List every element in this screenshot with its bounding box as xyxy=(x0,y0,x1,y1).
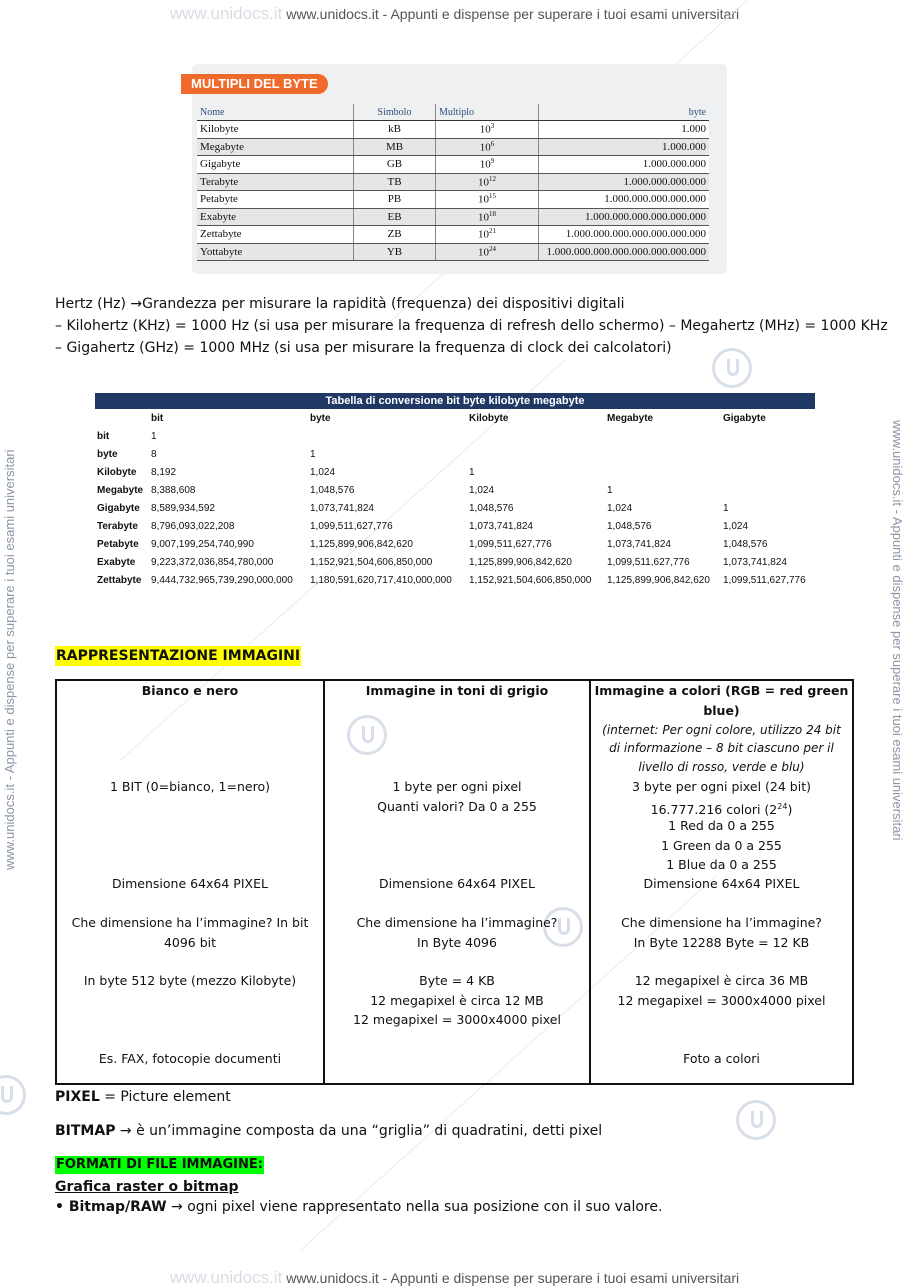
table-cell: 8,796,093,022,208 xyxy=(151,520,235,532)
col2-size-2: 12 megapixel è circa 12 MB xyxy=(370,993,544,1008)
cell-multiple xyxy=(436,243,539,261)
col3-blue: 1 Blue da 0 a 255 xyxy=(666,857,777,872)
byte-multiples-badge: MULTIPLI DEL BYTE xyxy=(181,74,328,94)
table-row xyxy=(197,173,709,191)
watermark-logo-icon xyxy=(712,348,752,388)
col2-byte-per-pixel: 1 byte per ogni pixel xyxy=(392,779,522,794)
row-header: Gigabyte xyxy=(97,502,140,514)
table-cell: 8,589,934,592 xyxy=(151,502,215,514)
table-cell: 1,073,741,824 xyxy=(723,556,787,568)
table-cell: 1,099,511,627,776 xyxy=(723,574,806,586)
watermark-left: www.unidocs.it - Appunti e dispense per superare i tuoi esami universitari xyxy=(2,449,17,870)
col2-dimension: Dimensione 64x64 PIXEL xyxy=(379,876,535,891)
col-header-name: Nome xyxy=(197,104,354,121)
multiple-exponent: 15 xyxy=(489,192,496,201)
cell-name: Petabyte xyxy=(197,191,354,209)
table-row xyxy=(95,445,815,463)
table-cell: 1,048,576 xyxy=(723,538,768,550)
table-cell xyxy=(605,463,721,481)
col1-bytes: In byte 512 byte (mezzo Kilobyte) xyxy=(83,973,297,988)
watermark-ghost-left: www.unidocs.it xyxy=(169,4,283,23)
col-header: bit xyxy=(151,412,164,424)
multiple-exponent: 18 xyxy=(489,209,496,218)
cell-bytes: 1.000.000.000.000.000.000 xyxy=(539,208,710,226)
col-header: Megabyte xyxy=(607,412,654,424)
cell-name: Exabyte xyxy=(197,208,354,226)
table-cell: 1,099,511,627,776 xyxy=(310,520,393,532)
watermark-bottom xyxy=(0,1268,909,1288)
table-cell: 1,125,899,906,842,620 xyxy=(310,538,413,550)
row-header: Megabyte xyxy=(97,484,144,496)
cell-bytes: 1.000.000.000.000 xyxy=(539,173,710,191)
watermark-logo-icon xyxy=(0,1075,26,1115)
pixel-definition-text: = Picture element xyxy=(99,1089,231,1105)
table-cell: 1,125,899,906,842,620 xyxy=(607,574,710,586)
cell-bytes: 1.000.000 xyxy=(539,138,710,156)
table-row xyxy=(95,481,815,499)
cell-multiple xyxy=(436,138,539,156)
col-header-bytes: byte xyxy=(539,104,710,121)
table-row xyxy=(95,463,815,481)
cell-multiple xyxy=(436,173,539,191)
row-header: Exabyte xyxy=(97,556,136,568)
table-row xyxy=(95,499,815,517)
table-row xyxy=(197,226,709,244)
table-row xyxy=(95,535,815,553)
col2-answer: In Byte 4096 xyxy=(417,935,497,950)
table-cell: 9,007,199,254,740,990 xyxy=(151,538,254,550)
formats-bullet xyxy=(55,1196,662,1218)
table-cell: 1 xyxy=(469,466,475,478)
pixel-definition xyxy=(55,1086,231,1108)
byte-multiples-table xyxy=(197,104,709,261)
col2-title: Immagine in toni di grigio xyxy=(365,683,549,698)
col3-colors-exponent: 24 xyxy=(777,802,788,811)
table-cell: 1,073,741,824 xyxy=(310,502,374,514)
col3-colors-text: 16.777.216 colori (2 xyxy=(650,802,778,818)
multiple-exponent: 21 xyxy=(489,227,496,236)
multiple-exponent: 12 xyxy=(489,174,496,183)
col2-values: Quanti valori? Da 0 a 255 xyxy=(377,799,537,814)
col-header: Kilobyte xyxy=(469,412,509,424)
multiple-base: 10 xyxy=(479,124,491,137)
table-cell xyxy=(721,427,815,445)
column-grayscale xyxy=(323,681,589,1083)
cell-multiple xyxy=(436,191,539,209)
col3-size-1: 12 megapixel è circa 36 MB xyxy=(634,973,809,988)
table-cell: 1,125,899,906,842,620 xyxy=(469,556,572,568)
image-representation-table xyxy=(55,679,854,1085)
bitmap-raw-text: → ogni pixel viene rappresentato nella sua posizione con il suo valore. xyxy=(166,1199,663,1215)
col-header: byte xyxy=(310,412,331,424)
table-cell: 1,073,741,824 xyxy=(607,538,671,550)
bitmap-term: BITMAP xyxy=(55,1123,116,1139)
col3-size-2: 12 megapixel = 3000x4000 pixel xyxy=(617,993,826,1008)
cell-symbol: ZB xyxy=(354,226,436,244)
table-row xyxy=(95,553,815,571)
watermark-logo-icon xyxy=(736,1100,776,1140)
multiple-exponent: 3 xyxy=(490,122,495,131)
col2-question: Che dimensione ha l’immagine? xyxy=(356,915,558,930)
multiple-base: 10 xyxy=(478,194,489,207)
table-cell: 1,180,591,620,717,410,000,000 xyxy=(310,574,452,586)
image-section-heading: RAPPRESENTAZIONE IMMAGINI xyxy=(56,648,301,664)
cell-bytes: 1.000.000.000 xyxy=(539,156,710,174)
row-header: bit xyxy=(97,430,110,442)
col3-internet-3: livello di rosso, verde e blu) xyxy=(638,760,805,774)
col3-internet-2: di informazione – 8 bit ciascuno per il xyxy=(609,741,834,755)
multiple-exponent: 6 xyxy=(490,139,495,148)
table-row xyxy=(197,121,709,139)
cell-name: Zettabyte xyxy=(197,226,354,244)
column-color xyxy=(589,681,852,1083)
table-cell: 1,048,576 xyxy=(310,484,355,496)
formats-subheading: Grafica raster o bitmap xyxy=(55,1179,239,1195)
multiple-base: 10 xyxy=(478,176,489,189)
table-row xyxy=(197,138,709,156)
table-row xyxy=(197,156,709,174)
table-cell: 1 xyxy=(723,502,729,514)
col2-size-3: 12 megapixel = 3000x4000 pixel xyxy=(353,1012,561,1027)
watermark-bottom-text: www.unidocs.it - Appunti e dispense per superare i tuoi esami universitari xyxy=(286,1270,740,1286)
table-row xyxy=(197,191,709,209)
table-cell: 1,048,576 xyxy=(607,520,652,532)
table-header-row xyxy=(95,409,815,427)
table-cell: 1,024 xyxy=(607,502,633,514)
table-cell: 1,073,741,824 xyxy=(469,520,533,532)
col3-dimension: Dimensione 64x64 PIXEL xyxy=(643,876,800,891)
table-row xyxy=(95,517,815,535)
multiple-base: 10 xyxy=(478,229,489,242)
cell-bytes: 1.000.000.000.000.000 xyxy=(539,191,710,209)
hertz-line-3: – Gigahertz (GHz) = 1000 MHz (si usa per misurare la frequenza di clock dei calcolatori) xyxy=(55,340,672,356)
bitmap-raw-term: • Bitmap/RAW xyxy=(55,1199,167,1215)
col3-colors-end: ) xyxy=(787,802,793,818)
cell-bytes: 1.000 xyxy=(539,121,710,139)
table-cell xyxy=(721,481,815,499)
table-cell: 8 xyxy=(151,448,157,460)
table-row xyxy=(197,243,709,261)
col1-answer: 4096 bit xyxy=(163,935,217,950)
bitmap-definition xyxy=(55,1120,602,1142)
multiple-base: 10 xyxy=(478,246,489,259)
watermark-right: www.unidocs.it - Appunti e dispense per superare i tuoi esami universitari xyxy=(890,420,905,841)
row-header: Petabyte xyxy=(97,538,139,550)
col3-green: 1 Green da 0 a 255 xyxy=(661,838,782,853)
table-cell: 8,388,608 xyxy=(151,484,196,496)
table-cell xyxy=(721,463,815,481)
watermark-top-text: www.unidocs.it - Appunti e dispense per superare i tuoi esami universitari xyxy=(286,6,740,22)
cell-multiple xyxy=(436,208,539,226)
col3-answer: In Byte 12288 Byte = 12 KB xyxy=(633,935,810,950)
cell-symbol: TB xyxy=(354,173,436,191)
hertz-line-2: – Kilohertz (KHz) = 1000 Hz (si usa per misurare la frequenza di refresh dello schermo) – Megahertz (MHz) = 1000 KHz xyxy=(55,318,888,334)
table-cell: 1,099,511,627,776 xyxy=(607,556,690,568)
table-cell: 9,223,372,036,854,780,000 xyxy=(151,556,274,568)
hertz-line-1: Hertz (Hz) →Grandezza per misurare la rapidità (frequenza) dei dispositivi digitali xyxy=(55,296,625,312)
table-cell: 1 xyxy=(310,448,316,460)
col3-question: Che dimensione ha l’immagine? xyxy=(621,915,822,930)
table-cell: 9,444,732,965,739,290,000,000 xyxy=(151,574,293,586)
col3-bytes-per-pixel: 3 byte per ogni pixel (24 bit) xyxy=(631,779,811,794)
col-header-multiple: Multiplo xyxy=(436,104,539,121)
cell-multiple xyxy=(436,121,539,139)
table-cell: 1,152,921,504,606,850,000 xyxy=(469,574,592,586)
row-header: Zettabyte xyxy=(97,574,142,586)
multiple-base: 10 xyxy=(479,159,491,172)
col2-size-1: Byte = 4 KB xyxy=(419,973,495,988)
col1-bit: 1 BIT (0=bianco, 1=nero) xyxy=(110,779,270,794)
multiple-base: 10 xyxy=(478,211,489,224)
cell-symbol: PB xyxy=(354,191,436,209)
multiple-exponent: 24 xyxy=(489,244,496,253)
conversion-table-title: Tabella di conversione bit byte kilobyte megabyte xyxy=(95,393,815,409)
col3-red: 1 Red da 0 a 255 xyxy=(668,818,775,833)
row-header: byte xyxy=(97,448,118,460)
cell-symbol: EB xyxy=(354,208,436,226)
cell-multiple xyxy=(436,226,539,244)
table-header-row xyxy=(197,104,709,121)
table-cell: 1,024 xyxy=(723,520,749,532)
table-cell: 1,152,921,504,606,850,000 xyxy=(310,556,433,568)
column-black-white xyxy=(57,681,323,1083)
table-cell: 1 xyxy=(607,484,613,496)
table-cell xyxy=(605,445,721,463)
cell-symbol: kB xyxy=(354,121,436,139)
multiple-exponent: 9 xyxy=(490,157,495,166)
watermark-top xyxy=(0,4,909,24)
cell-bytes: 1.000.000.000.000.000.000.000.000 xyxy=(539,243,710,261)
cell-multiple xyxy=(436,156,539,174)
table-row xyxy=(95,571,815,589)
cell-symbol: MB xyxy=(354,138,436,156)
col1-title: Bianco e nero xyxy=(141,683,239,698)
cell-name: Gigabyte xyxy=(197,156,354,174)
row-header: Terabyte xyxy=(97,520,138,532)
cell-name: Yottabyte xyxy=(197,243,354,261)
conversion-table xyxy=(95,409,815,589)
col1-question: Che dimensione ha l’immagine? In bit xyxy=(71,915,309,930)
table-cell: 8,192 xyxy=(151,466,177,478)
table-cell xyxy=(721,445,815,463)
table-cell xyxy=(308,427,467,445)
table-cell xyxy=(605,427,721,445)
table-cell: 1,099,511,627,776 xyxy=(469,538,552,550)
table-row xyxy=(197,208,709,226)
table-row xyxy=(95,427,815,445)
table-cell: 1 xyxy=(151,430,157,442)
formats-heading: FORMATI DI FILE IMMAGINE: xyxy=(56,1157,263,1172)
col1-dimension: Dimensione 64x64 PIXEL xyxy=(112,876,268,891)
cell-bytes: 1.000.000.000.000.000.000.000 xyxy=(539,226,710,244)
col1-example: Es. FAX, fotocopie documenti xyxy=(98,1051,282,1066)
col-header-symbol: Simbolo xyxy=(354,104,436,121)
cell-name: Megabyte xyxy=(197,138,354,156)
pixel-term: PIXEL xyxy=(55,1089,100,1105)
table-cell: 1,024 xyxy=(469,484,495,496)
col-header xyxy=(95,409,149,427)
table-cell: 1,024 xyxy=(310,466,336,478)
col3-internet-1: (internet: Per ogni colore, utilizzo 24 bit xyxy=(602,723,841,737)
multiple-base: 10 xyxy=(479,141,491,154)
cell-symbol: GB xyxy=(354,156,436,174)
col3-title-2: blue) xyxy=(703,703,740,718)
watermark-ghost-left-bottom: www.unidocs.it xyxy=(169,1268,283,1287)
cell-name: Kilobyte xyxy=(197,121,354,139)
cell-name: Terabyte xyxy=(197,173,354,191)
table-cell xyxy=(467,427,605,445)
table-cell xyxy=(467,445,605,463)
row-header: Kilobyte xyxy=(97,466,137,478)
col3-title-1: Immagine a colori (RGB = red green xyxy=(594,683,849,698)
cell-symbol: YB xyxy=(354,243,436,261)
bitmap-definition-text: → è un’immagine composta da una “griglia” di quadratini, detti pixel xyxy=(115,1123,603,1139)
table-cell: 1,048,576 xyxy=(469,502,514,514)
col3-example: Foto a colori xyxy=(683,1051,760,1066)
col-header: Gigabyte xyxy=(723,412,766,424)
